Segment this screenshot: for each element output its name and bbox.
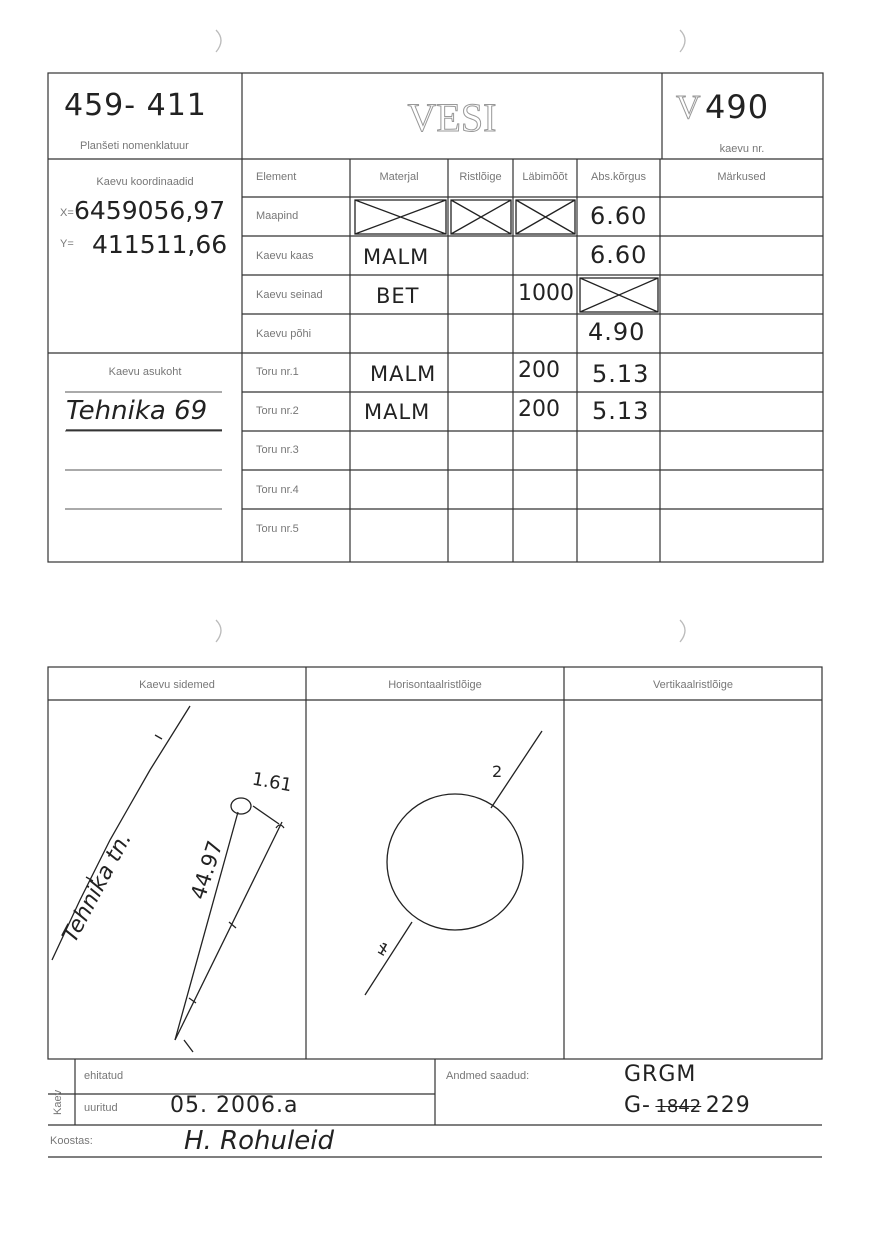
built-label: ehitatud [84, 1070, 124, 1082]
location-value: Tehnika 69 [66, 396, 208, 426]
horizontal-section-header: Horisontaalristlõige [388, 679, 482, 691]
vertical-section-header: Vertikaalristlõige [652, 679, 734, 691]
data-source-crossed: 1842 [655, 1096, 702, 1117]
elevation-cell: 5.13 [592, 397, 650, 425]
well-number-prefix: V [676, 89, 701, 126]
author-value: H. Rohuleid [184, 1126, 334, 1156]
pipe-label: 1 [373, 938, 394, 961]
elevation-cell: 5.13 [592, 360, 650, 388]
x-coordinate: 6459056,97 [74, 196, 226, 225]
material-cell: BET [376, 284, 420, 308]
well-number-label: kaevu nr. [719, 143, 765, 155]
coords-label: Kaevu koordinaadid [96, 176, 194, 188]
row-label: Toru nr.5 [256, 523, 299, 535]
distance-label: 44.97 [186, 837, 228, 903]
diameter-cell: 200 [518, 358, 560, 383]
horizontal-section [365, 731, 542, 995]
location-label: Kaevu asukoht [108, 366, 182, 378]
y-coordinate: 411511,66 [92, 230, 228, 259]
surveyed-label: uuritud [84, 1102, 118, 1114]
data-source-label: Andmed saadud: [446, 1070, 530, 1082]
well-number [676, 88, 769, 127]
header-notes: Märkused [717, 171, 766, 183]
data-source-number: 229 [705, 1093, 751, 1118]
row-label: Toru nr.2 [256, 405, 299, 417]
elevation-cell: 4.90 [588, 318, 646, 346]
ties-header: Kaevu sidemed [139, 679, 215, 691]
pipe-label: 2 [492, 762, 504, 781]
material-cell: MALM [363, 245, 430, 269]
row-label: Maapind [256, 210, 299, 222]
diameter-cell: 200 [518, 397, 560, 422]
elevation-cell: 6.60 [590, 241, 648, 269]
header-diameter: Läbimõõt [522, 171, 568, 183]
well-number-value: 490 [705, 88, 770, 126]
row-label: Kaevu põhi [256, 328, 312, 340]
author-label: Koostas: [50, 1135, 93, 1147]
header-element: Element [256, 171, 297, 183]
plansheet-label: Planšeti nomenklatuur [80, 140, 189, 152]
elevation-cell: 6.60 [590, 202, 648, 230]
y-prefix: Y= [60, 238, 74, 250]
street-label: Tehnika tn. [58, 828, 137, 947]
data-source-prefix: G- [624, 1093, 651, 1118]
material-cell: MALM [364, 400, 431, 424]
surveyed-value: 05. 2006.a [170, 1093, 299, 1118]
row-label: Toru nr.4 [256, 484, 299, 496]
x-prefix: X= [60, 207, 74, 219]
data-source-value: GRGM [624, 1062, 697, 1087]
page-title: VESI [407, 95, 497, 140]
distance-label: 1.61 [250, 768, 294, 797]
material-cell: MALM [370, 362, 437, 386]
header-elevation: Abs.kõrgus [590, 171, 647, 183]
row-label: Toru nr.3 [256, 444, 299, 456]
plansheet-value: 459- 411 [64, 88, 207, 123]
header-material: Materjal [379, 171, 419, 183]
diameter-cell: 1000 [518, 281, 574, 306]
row-label: Toru nr.1 [256, 366, 299, 378]
row-label: Kaevu seinad [256, 289, 323, 301]
row-label: Kaevu kaas [256, 250, 314, 262]
data-source-reference [624, 1093, 751, 1118]
side-label: Kaev [52, 1089, 64, 1115]
header-cross-section: Ristlõige [459, 171, 502, 183]
